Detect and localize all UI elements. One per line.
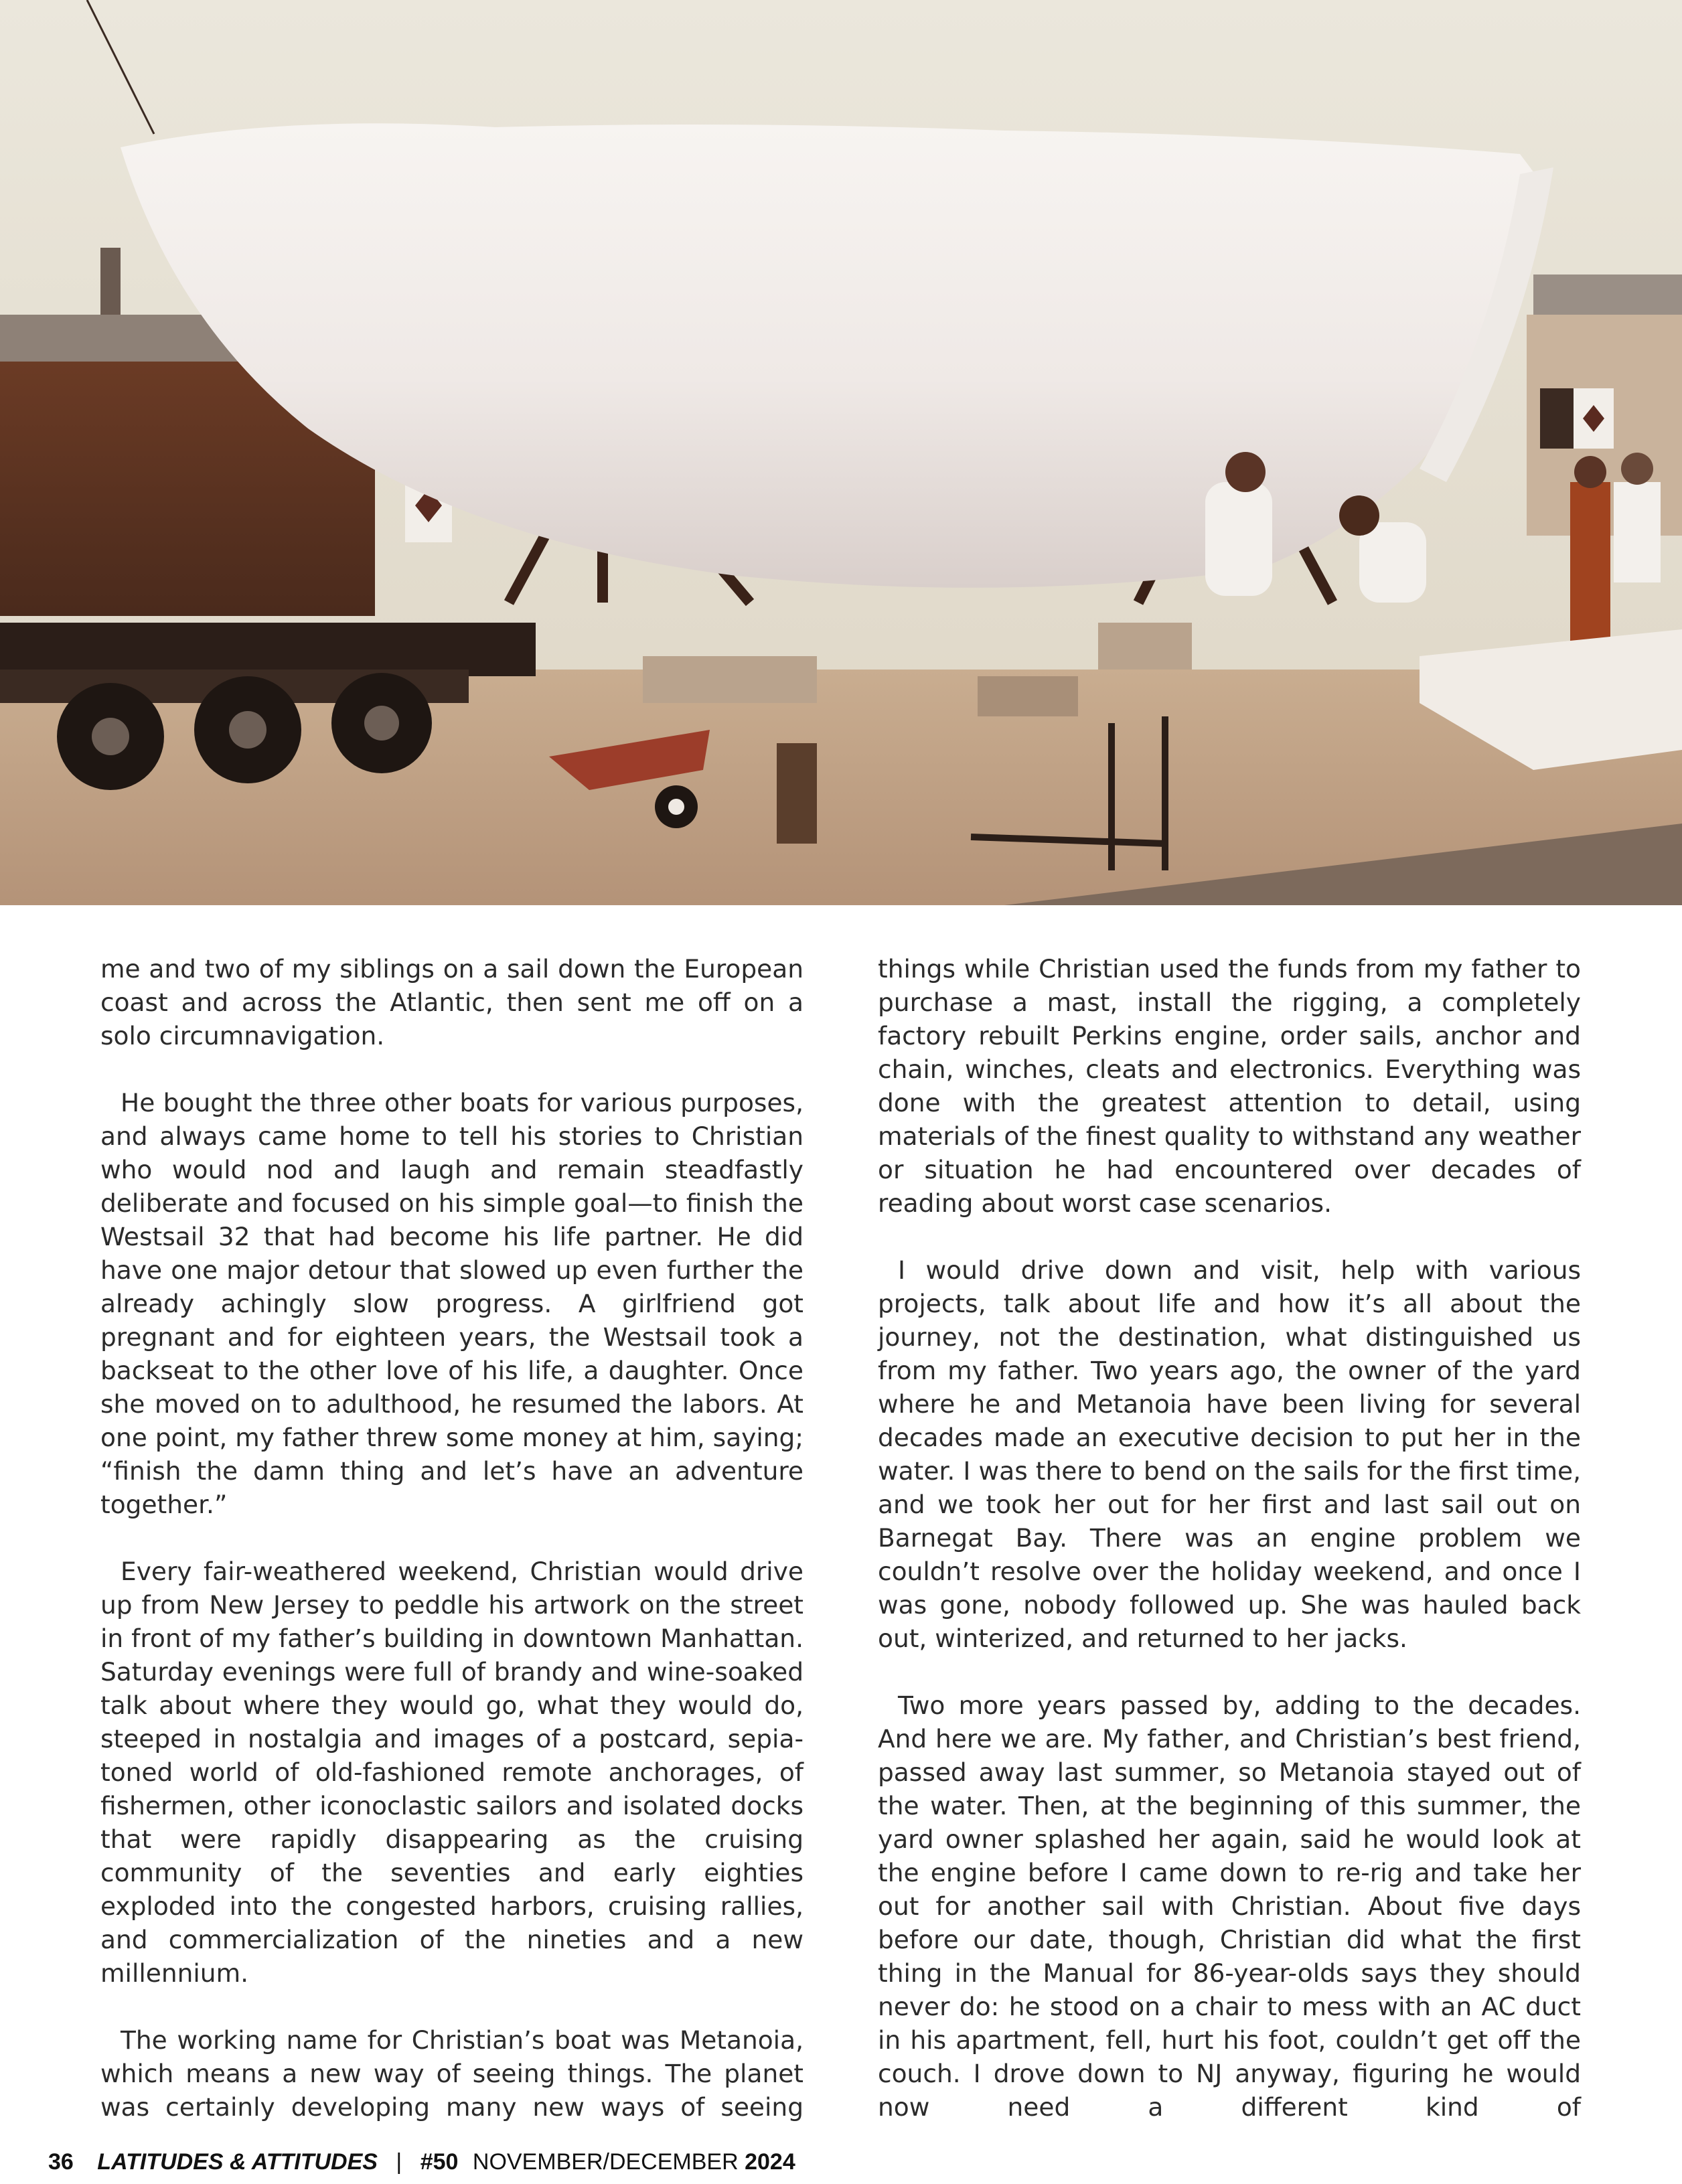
magazine-title: LATITUDES & ATTITUDES <box>97 2149 378 2175</box>
paragraph: He bought the three other boats for various purposes, and always came home to tell his stories to Christian who would nod and laugh and remain steadfastly deliberate and focused on his simple goal—to finish the Westsail 32 that had become his life partner. He did have one major detour that slowed up even further the already achingly slow progress. A girlfriend got pregnant and for eighteen years, the Westsail took a backseat to the other love of his life, a daughter. Once she moved on to adulthood, he resumed the labors. At one point, my father threw some money at him, saying; “finish the damn thing and let’s have an adventure together.” <box>100 1088 804 1519</box>
article-column-left <box>100 952 804 2124</box>
page-number: 36 <box>48 2149 74 2175</box>
issue-months: NOVEMBER/DECEMBER <box>472 2149 739 2175</box>
paragraph: The working name for Christian’s boat was Metanoia, which means a new way of seeing things. The planet was certainly developing many new ways of seeing <box>100 2025 804 2122</box>
boat-hull-photo <box>0 0 1682 905</box>
paragraph: Two more years passed by, adding to the decades. And here we are. My father, and Christian’s best friend, passed away last summer, so Metanoia stayed out of the water. Then, at the beginning of this summer, the yard owner splashed her again, said he would look at the engine before I came down to re-rig and take her out for another sail with Christian. About five days before our date, though, Christian did what the first thing in the Manual for 86-year-olds says they should never do: he stood on a chair to mess with an AC duct in his apartment, fell, hurt his foot, couldn’t get off the couch. I drove down to NJ anyway, figuring he would now need a different kind of <box>878 1691 1581 2122</box>
issue-year: 2024 <box>745 2149 795 2175</box>
boat-hull-on-trailer-photo <box>0 0 1682 905</box>
paragraph: things while Christian used the funds from my father to purchase a mast, install the rigging, a completely factory rebuilt Perkins engine, order sails, anchor and chain, winches, cleats and electronics. Everything was done with the greatest attention to detail, using materials of the finest quality to withstand any weather or situation he had encountered over decades of reading about worst case scenarios. <box>878 954 1581 1218</box>
page-footer <box>48 2149 795 2175</box>
paragraph: I would drive down and visit, help with various projects, talk about life and how it’s all about the journey, not the destination, what distinguished us from my father. Two years ago, the owner of the yard where he and Metanoia have been living for several decades made an executive decision to put her in the water. I was there to bend on the sails for the first time, and we took her out for her first and last sail out on Barnegat Bay. There was an engine problem we couldn’t resolve over the holiday weekend, and once I was gone, nobody followed up. She was hauled back out, winterized, and returned to her jacks. <box>878 1255 1581 1653</box>
paragraph: me and two of my siblings on a sail down the European coast and across the Atlantic, then sent me off on a solo circumnavigation. <box>100 954 804 1050</box>
issue-number: #50 <box>420 2149 459 2175</box>
article-column-right <box>878 952 1581 2124</box>
paragraph: Every fair-weathered weekend, Christian would drive up from New Jersey to peddle his artwork on the street in front of my father’s building in downtown Manhattan. Saturday evenings were full of brandy and wine-soaked talk about where they would go, what they would do, steeped in nostalgia and images of a postcard, sepia-toned world of old-fashioned remote anchorages, of fishermen, other iconoclastic sailors and isolated docks that were rapidly disappearing as the cruising community of the seventies and early eighties exploded into the congested harbors, cruising rallies, and commercialization of the nineties and a new millennium. <box>100 1557 804 1988</box>
footer-separator: | <box>396 2149 402 2175</box>
